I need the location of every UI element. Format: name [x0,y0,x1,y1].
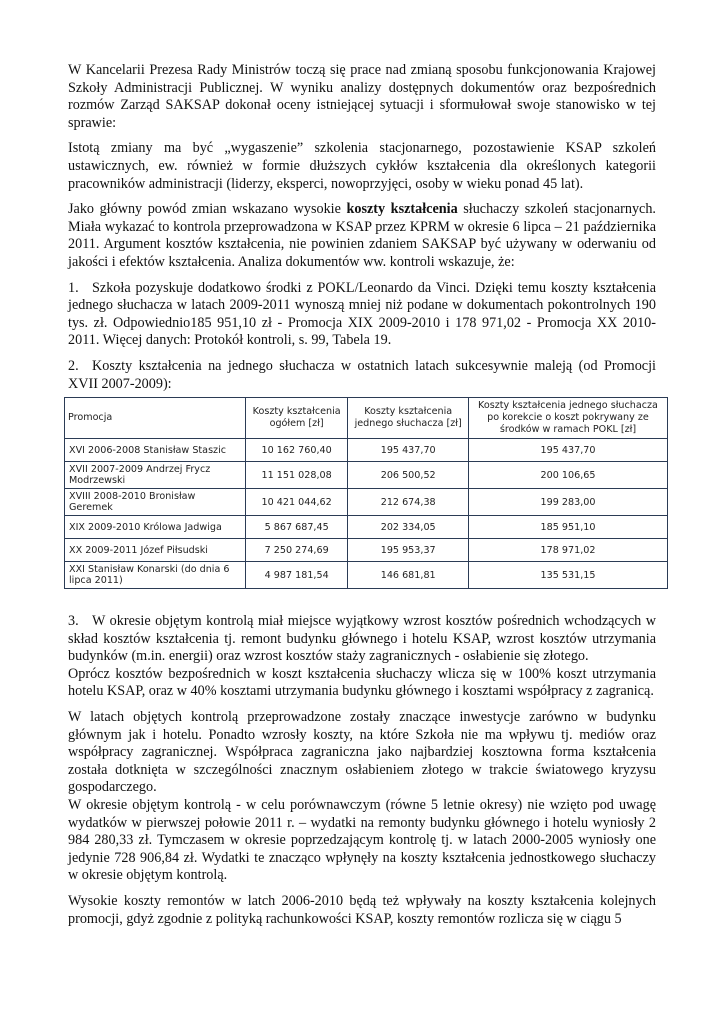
list-item-3 [68,613,656,666]
table-cell: 178 971,02 [468,539,667,562]
list-number: 2. [68,357,79,374]
table-cell: 202 334,05 [348,516,469,539]
column-header: Koszty kształcenia jednego słuchacza [zł] [348,398,469,439]
table-row [65,562,668,589]
table-cell: 199 283,00 [468,489,667,516]
table-row [65,539,668,562]
table-cell: 195 953,37 [348,539,469,562]
list-number: 1. [68,279,79,296]
list-item-2 [68,358,656,393]
table-header-row [65,398,668,439]
table-cell: 5 867 687,45 [245,516,348,539]
paragraph-direct-costs: Oprócz kosztów bezpośrednich w koszt kształcenia słuchaczy wlicza się w 100% koszt utrzymania hotelu KSAP, oraz w 40% kosztami utrzymania budynku głównego i kosztami współpracy z zagranicą. [68,665,656,700]
text-segment: Jako główny powód zmian wskazano wysokie [68,201,347,218]
list-item-1 [68,280,656,350]
table-row [65,462,668,489]
list-text: W okresie objętym kontrolą miał miejsce wyjątkowy wzrost kosztów pośrednich wchodzących w skład kosztów kształcenia tj. remont budynku głównego i hotelu KSAP, wzrost kosztów utrzymania budynków (m.in. energii) oraz wzrost kosztów staży zagranicznych - osłabienie się złotego. [68,613,656,665]
table-cell: 10 421 044,62 [245,489,348,516]
table-cell: 135 531,15 [468,562,667,589]
column-header: Koszty kształcenia jednego słuchacza po korekcie o koszt pokrywany ze środków w ramach POKL [zł] [468,398,667,439]
table-cell: XX 2009-2011 Józef Piłsudski [65,539,246,562]
table-cell: XXI Stanisław Konarski (do dnia 6 lipca 2011) [65,562,246,589]
paragraph-investments: W latach objętych kontrolą przeprowadzone zostały znaczące inwestycje zarówno w budynku głównym jak i hotelu. Ponadto wzrosły koszty, na które Szkoła nie ma wpływu tj. mediów oraz współpracy zagranicznej. Współpraca zagraniczna jako najbardziej kosztowna forma kształcenia została dotknięta w szczególności znacznym osłabieniem złotego w trakcie światowego kryzysu gospodarczego. [68,709,656,796]
table-cell: 4 987 181,54 [245,562,348,589]
paragraph-intro: W Kancelarii Prezesa Rady Ministrów toczą się prace nad zmianą sposobu funkcjonowania Krajowej Szkoły Administracji Publicznej. W wyniku analizy dostępnych dokumentów oraz bezpośrednich rozmów Zarząd SAKSAP dokonał oceny istniejącej sytuacji i sformułował swoje stanowisko w tej sprawie: [68,62,656,131]
paragraph-change-essence: Istotą zmiany ma być „wygaszenie” szkolenia stacjonarnego, pozostawienie KSAP szkoleń ustawicznych, ew. również w formie dłuższych cykłów kształcenia dla określonych kategorii pracowników administracji (liderzy, eksperci, nowoprzyjęci, osoby w wieku ponad 45 lat). [68,140,656,192]
table-cell: 206 500,52 [348,462,469,489]
table-cell: XVII 2007-2009 Andrzej Frycz Modrzewski [65,462,246,489]
table-row [65,516,668,539]
paragraph-high-renovation-costs: Wysokie koszty remontów w latch 2006-2010 będą też wpływały na koszty kształcenia kolejnych promocji, gdyż zgodnie z polityką rachunkowości KSAP, koszty remontów rozlicza się w ciągu 5 [68,893,656,927]
table-cell: 200 106,65 [468,462,667,489]
table-cell: 195 437,70 [348,439,469,462]
table-cell: 146 681,81 [348,562,469,589]
table-cell: XVIII 2008-2010 Bronisław Geremek [65,489,246,516]
table-cell: 212 674,38 [348,489,469,516]
column-header: Koszty kształcenia ogółem [zł] [245,398,348,439]
bold-phrase: koszty kształcenia [346,201,458,218]
list-number: 3. [68,613,79,630]
paragraph-main-reason [68,201,656,271]
table-cell: 11 151 028,08 [245,462,348,489]
table-cell: XIX 2009-2010 Królowa Jadwiga [65,516,246,539]
table-cell: 185 951,10 [468,516,667,539]
table-cell: 10 162 760,40 [245,439,348,462]
table-cell: 195 437,70 [468,439,667,462]
text-segment: słuchaczy szkoleń stacjonarnych. Miała wykazać to kontrola przeprowadzona w KSAP przez KPRM w okresie 6 lipca – 21 października 2011. Argument kosztów kształcenia, nie powinien zdaniem SAKSAP być używany w oderwaniu od jakości i efektów kształcenia. Analiza dokumentów ww. kontroli wskazuje, że: [68,201,656,270]
table-row [65,489,668,516]
paragraph-renovation-expenses: W okresie objętym kontrolą - w celu porównawczym (równe 5 letnie okresy) nie wzięto pod uwagę wydatków w pierwszej połowie 2011 r. – wydatki na remonty budynku głównego i hotelu wyniosły 2 984 280,33 zł. Tymczasem w okresie poprzedzającym kontrolę tj. w latach 2000-2005 wyniosły one jedynie 728 906,84 zł. Wydatki te znacząco wpłynęły na koszty kształcenia jednostkowego słuchaczy w okresie objętym kontrolą. [68,797,656,884]
cost-table-wrapper [64,397,668,589]
list-text: Szkoła pozyskuje dodatkowo środki z POKL/Leonardo da Vinci. Dzięki temu koszty kształcenia jednego słuchacza w latach 2009-2011 wynoszą mniej niż podane w dokumentach pokontrolnych 190 tys. zł. Odpowiednio185 951,10 zł - Promocja XIX 2009-2010 i 178 971,02 - Promocja XX 2010-2011. Więcej danych: Protokół kontroli, s. 99, Tabela 19. [68,279,656,349]
table-cell: 7 250 274,69 [245,539,348,562]
document-page [68,62,656,936]
list-text: Koszty kształcenia na jednego słuchacza w ostatnich latach sukcesywnie maleją (od Promocji XVII 2007-2009): [68,357,656,392]
table-row [65,439,668,462]
cost-table [64,397,668,589]
table-cell: XVI 2006-2008 Stanisław Staszic [65,439,246,462]
spacer [68,589,656,613]
column-header: Promocja [65,398,246,439]
